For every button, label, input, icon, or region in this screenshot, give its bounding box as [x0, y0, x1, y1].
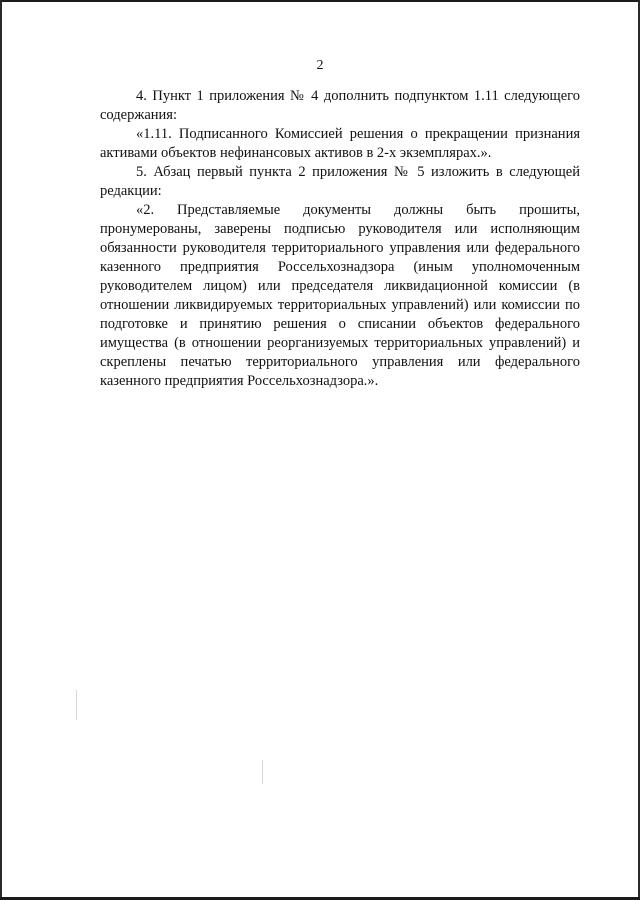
- scan-edge-top: [0, 0, 640, 2]
- scan-edge-left: [0, 0, 2, 900]
- paragraph-item-4: 4. Пункт 1 приложения № 4 дополнить подпунктом 1.11 следующего содержания:: [100, 88, 580, 123]
- paragraph-quote-2: «2. Представляемые документы должны быть прошиты, пронумерованы, заверены подписью руководителя или исполняющим обязанности руководителя территориального управления или федерального казенного предприятия Россельхознадзора (иным уполномоченным руководителем лицом) или председателя ликвидационной комиссии (в отношении ликвидируемых территориальных управлений) или комиссии по подготовке и принятию решения о списании объектов федерального имущества (в отношении реорганизуемых территориальных управлений) и скреплены печатью территориального управления или федерального казенного предприятия Россельхознадзора.».: [100, 202, 580, 389]
- page-number: 2: [316, 58, 324, 73]
- scan-speck: [76, 690, 77, 720]
- paragraph-item-5: 5. Абзац первый пункта 2 приложения № 5 изложить в следующей редакции:: [100, 164, 580, 199]
- paragraph-quote-1-11: «1.11. Подписанного Комиссией решения о прекращении признания активами объектов нефинансовых активов в 2-х экземплярах.».: [100, 126, 580, 161]
- document-body: [100, 87, 580, 391]
- scan-speck: [262, 760, 263, 784]
